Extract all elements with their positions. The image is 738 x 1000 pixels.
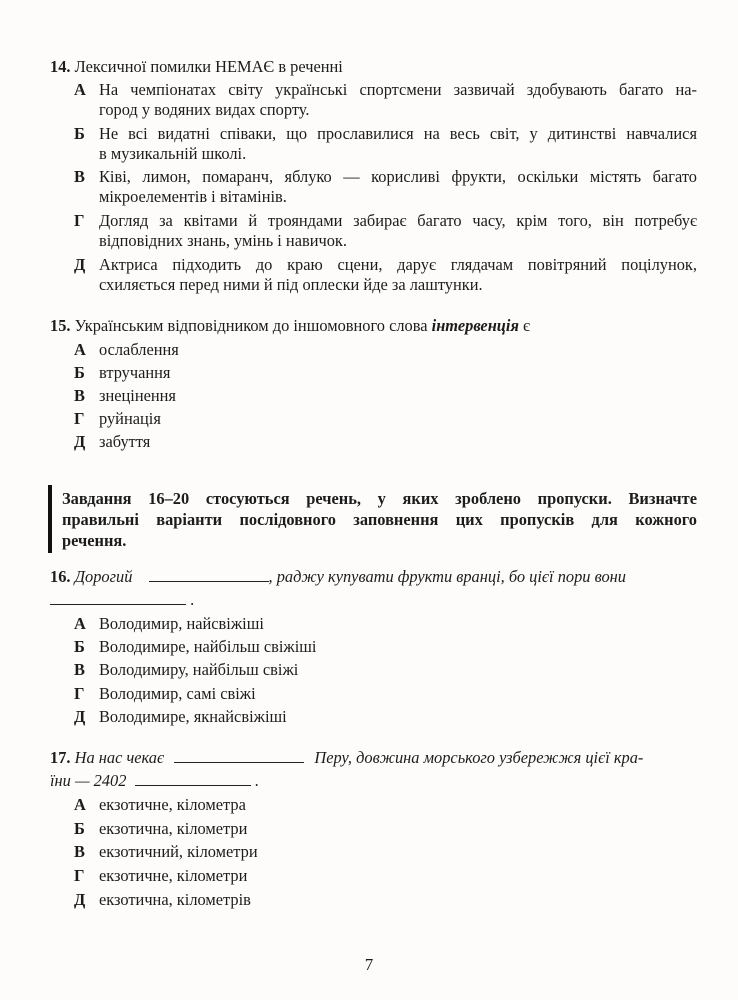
option-text: втручання bbox=[99, 363, 171, 382]
option-text: екзотична, кілометри bbox=[99, 819, 248, 838]
option-letter: Г bbox=[74, 409, 85, 428]
option-letter: Г bbox=[74, 684, 85, 703]
option-text-line: в музикальній школі. bbox=[99, 144, 247, 163]
option-text: екзотичне, кілометра bbox=[99, 795, 246, 814]
option-letter: А bbox=[74, 80, 86, 99]
option-text-line: Ківі, лимон, помаранч, яблуко — корисливі фрукти, оскільки містять багато bbox=[99, 167, 697, 186]
question-text: Перу, довжина морського узбережжя цієї кра- bbox=[314, 748, 644, 767]
option-text: екзотичний, кілометри bbox=[99, 842, 258, 861]
answer-blank bbox=[149, 567, 269, 582]
option-text-line: Догляд за квітами й трояндами забирає багато часу, крім того, він потребує bbox=[99, 211, 697, 230]
option-letter: В bbox=[74, 386, 85, 405]
question-text: Українським відповідником до іншомовного слова bbox=[74, 316, 428, 335]
question-text: На нас чекає bbox=[74, 748, 165, 767]
question-17-prompt bbox=[50, 748, 643, 768]
option-letter: В bbox=[74, 167, 85, 186]
option-letter: Г bbox=[74, 866, 85, 885]
option-text: екзотичне, кілометри bbox=[99, 866, 248, 885]
instruction-line: правильні варіанти послідовного заповнення цих пропусків для кожного bbox=[62, 510, 697, 529]
option-text-line: Не всі видатні співаки, що прославилися на весь світ, у дитинстві навчалися bbox=[99, 124, 697, 143]
option-text: ослаблення bbox=[99, 340, 179, 359]
highlighted-word: інтервенція bbox=[431, 316, 519, 335]
option-letter: Г bbox=[74, 211, 85, 230]
option-letter: Д bbox=[74, 432, 86, 451]
option-text-line: Актриса підходить до краю сцени, дарує глядачам повітряний поцілунок, bbox=[99, 255, 697, 274]
option-letter: Б bbox=[74, 637, 85, 656]
question-17-prompt-line2 bbox=[50, 771, 259, 791]
option-text: Володимиру, найбільш свіжі bbox=[99, 660, 299, 679]
question-number: 14. bbox=[50, 57, 71, 76]
answer-blank bbox=[50, 590, 186, 605]
option-letter: В bbox=[74, 842, 85, 861]
option-letter: А bbox=[74, 340, 86, 359]
question-16-prompt bbox=[50, 567, 626, 587]
option-text: екзотична, кілометрів bbox=[99, 890, 251, 909]
option-letter: Д bbox=[74, 255, 86, 274]
option-letter: А bbox=[74, 795, 86, 814]
instruction-line: Завдання 16–20 стосуються речень, у яких зроблено пропуски. Визначте bbox=[62, 489, 697, 508]
option-text: Володимир, найсвіжіші bbox=[99, 614, 264, 633]
option-text: забуття bbox=[99, 432, 151, 451]
option-text: Володимире, найбільш свіжіші bbox=[99, 637, 317, 656]
question-text: , раджу купувати фрукти вранці, бо цієї пори вони bbox=[268, 567, 626, 586]
option-text: Володимире, якнайсвіжіші bbox=[99, 707, 287, 726]
option-letter: А bbox=[74, 614, 86, 633]
question-text: їни — 2402 bbox=[50, 771, 127, 790]
option-text-line: На чемпіонатах світу українські спортсмени зазвичай здобувають багато на- bbox=[99, 80, 697, 99]
option-text: знецінення bbox=[99, 386, 176, 405]
option-letter: Д bbox=[74, 890, 86, 909]
option-letter: Б bbox=[74, 363, 85, 382]
option-letter: Д bbox=[74, 707, 86, 726]
question-15-prompt bbox=[50, 316, 530, 336]
question-number: 16. bbox=[50, 567, 71, 586]
page-number: 7 bbox=[364, 955, 374, 974]
question-text: Дорогий bbox=[74, 567, 133, 586]
question-text: Лексичної помилки НЕМАЄ в реченні bbox=[74, 57, 343, 76]
question-text: . bbox=[190, 590, 195, 609]
question-14-prompt bbox=[50, 57, 343, 77]
instruction-sidebar-bar bbox=[48, 485, 52, 553]
instruction-line: речення. bbox=[62, 531, 127, 550]
option-text-line: город у водяних видах спорту. bbox=[99, 100, 310, 119]
question-number: 17. bbox=[50, 748, 71, 767]
answer-blank bbox=[135, 771, 251, 786]
question-text: є bbox=[523, 316, 531, 335]
option-letter: В bbox=[74, 660, 85, 679]
option-text: Володимир, самі свіжі bbox=[99, 684, 256, 703]
question-text: . bbox=[254, 771, 259, 790]
option-letter: Б bbox=[74, 819, 85, 838]
option-text: руйнація bbox=[99, 409, 161, 428]
question-16-prompt-line2 bbox=[50, 590, 194, 610]
option-text-line: мікроелементів і вітамінів. bbox=[99, 187, 287, 206]
option-letter: Б bbox=[74, 124, 85, 143]
question-number: 15. bbox=[50, 316, 71, 335]
option-text-line: відповідних знань, умінь і навичок. bbox=[99, 231, 347, 250]
answer-blank bbox=[174, 748, 304, 763]
option-text-line: схиляється перед ними й під оплески йде за лаштунки. bbox=[99, 275, 483, 294]
